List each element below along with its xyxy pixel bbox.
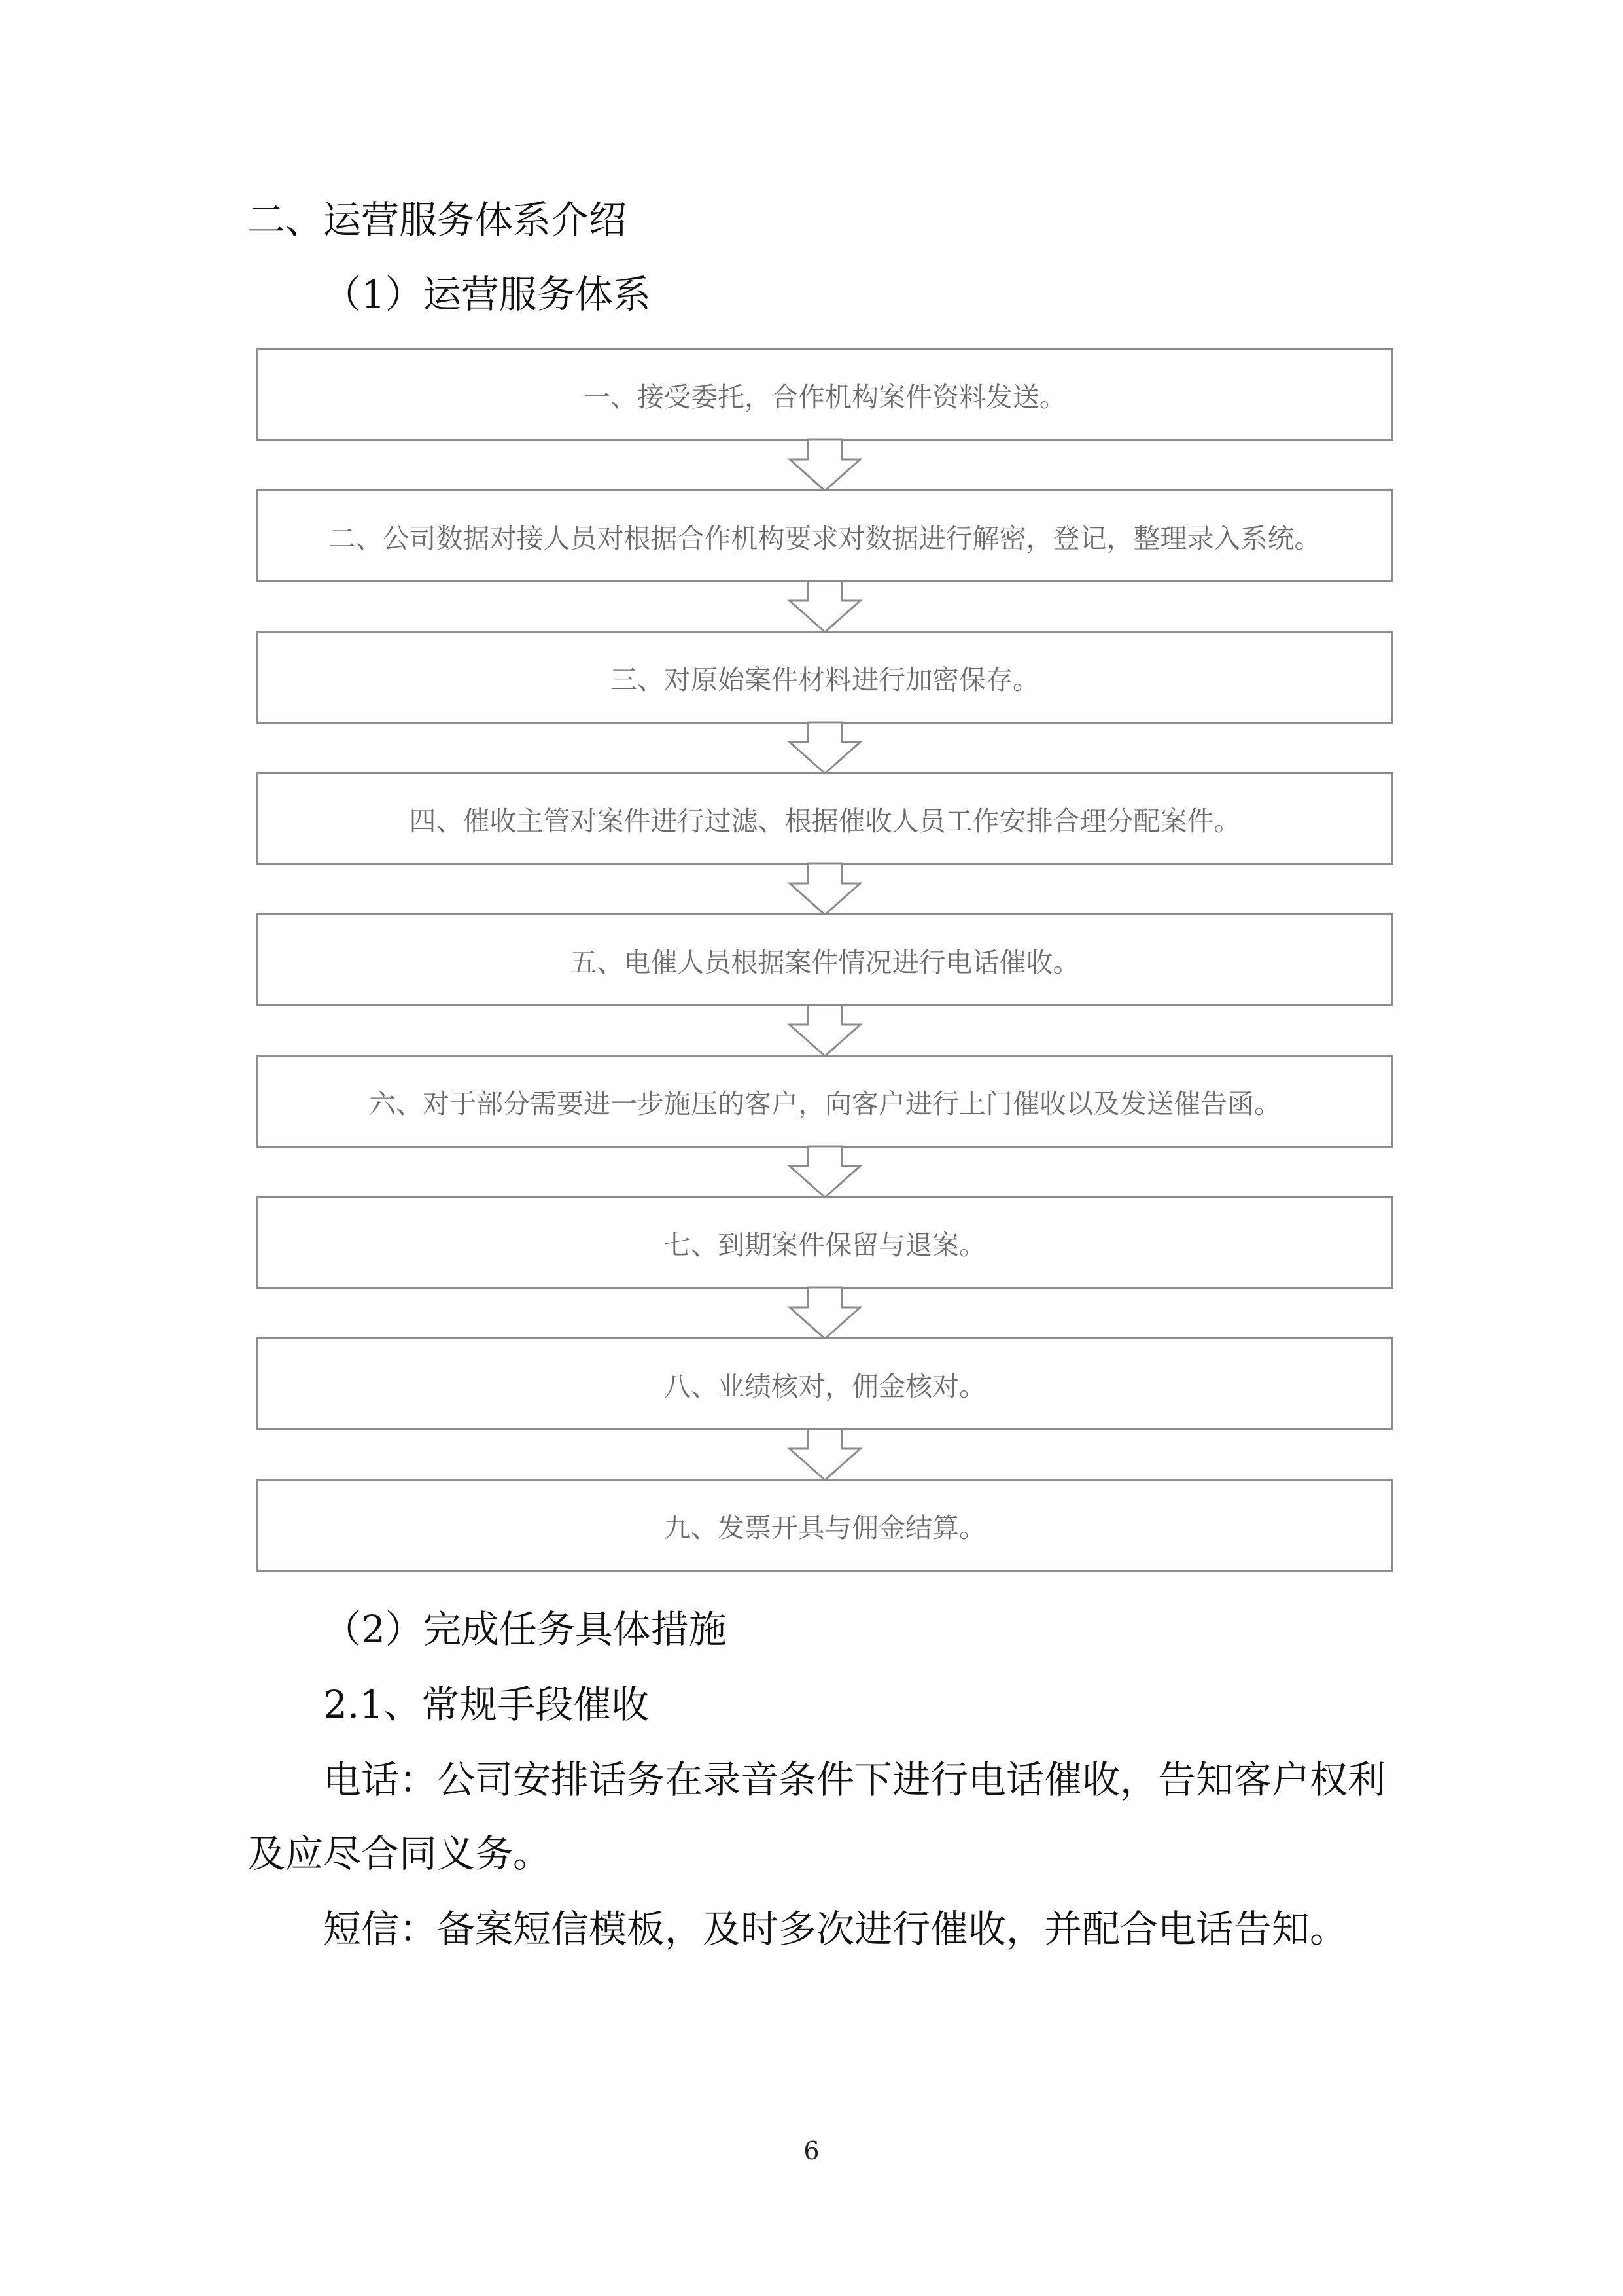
flow-step-5: 五、电催人员根据案件情况进行电话催收。	[256, 913, 1393, 1006]
flow-arrow-1	[256, 441, 1393, 489]
down-arrow-icon	[788, 1288, 862, 1340]
page-number: 6	[803, 2136, 820, 2165]
flow-step-4: 四、催收主管对案件进行过滤、根据催收人员工作安排合理分配案件。	[256, 772, 1393, 865]
process-flowchart	[256, 348, 1393, 1572]
paragraph-sms: 短信：备案短信模板，及时多次进行催收，并配合电话告知。	[323, 1907, 1348, 1951]
flow-arrow-7	[256, 1289, 1393, 1337]
flow-step-2: 二、公司数据对接人员对根据合作机构要求对数据进行解密，登记，整理录入系统。	[256, 489, 1393, 582]
down-arrow-icon	[788, 722, 862, 775]
flow-arrow-8	[256, 1430, 1393, 1479]
subsection-heading-conventional-collection: 2.1、常规手段催收	[323, 1682, 650, 1727]
flow-step-7: 七、到期案件保留与退案。	[256, 1196, 1393, 1289]
down-arrow-icon	[788, 1146, 862, 1199]
flow-arrow-6	[256, 1148, 1393, 1196]
flow-arrow-3	[256, 724, 1393, 772]
flow-step-1: 一、接受委托，合作机构案件资料发送。	[256, 348, 1393, 441]
subsection-heading-measures: （2）完成任务具体措施	[323, 1607, 727, 1651]
paragraph-phone-line-1: 电话：公司安排话务在录音条件下进行电话催收，告知客户权利	[323, 1757, 1386, 1802]
flow-arrow-2	[256, 582, 1393, 631]
flow-step-6: 六、对于部分需要进一步施压的客户，向客户进行上门催收以及发送催告函。	[256, 1055, 1393, 1148]
down-arrow-icon	[788, 864, 862, 916]
flow-arrow-4	[256, 865, 1393, 913]
paragraph-phone-line-2: 及应尽合同义务。	[247, 1831, 551, 1876]
down-arrow-icon	[788, 1005, 862, 1057]
subsection-heading-operation-system: （1）运营服务体系	[323, 272, 651, 317]
down-arrow-icon	[788, 1429, 862, 1481]
section-heading: 二、运营服务体系介绍	[247, 198, 627, 242]
down-arrow-icon	[788, 440, 862, 492]
flow-step-9: 九、发票开具与佣金结算。	[256, 1479, 1393, 1572]
down-arrow-icon	[788, 581, 862, 633]
flow-step-3: 三、对原始案件材料进行加密保存。	[256, 631, 1393, 724]
flow-arrow-5	[256, 1006, 1393, 1055]
flow-step-8: 八、业绩核对，佣金核对。	[256, 1337, 1393, 1430]
